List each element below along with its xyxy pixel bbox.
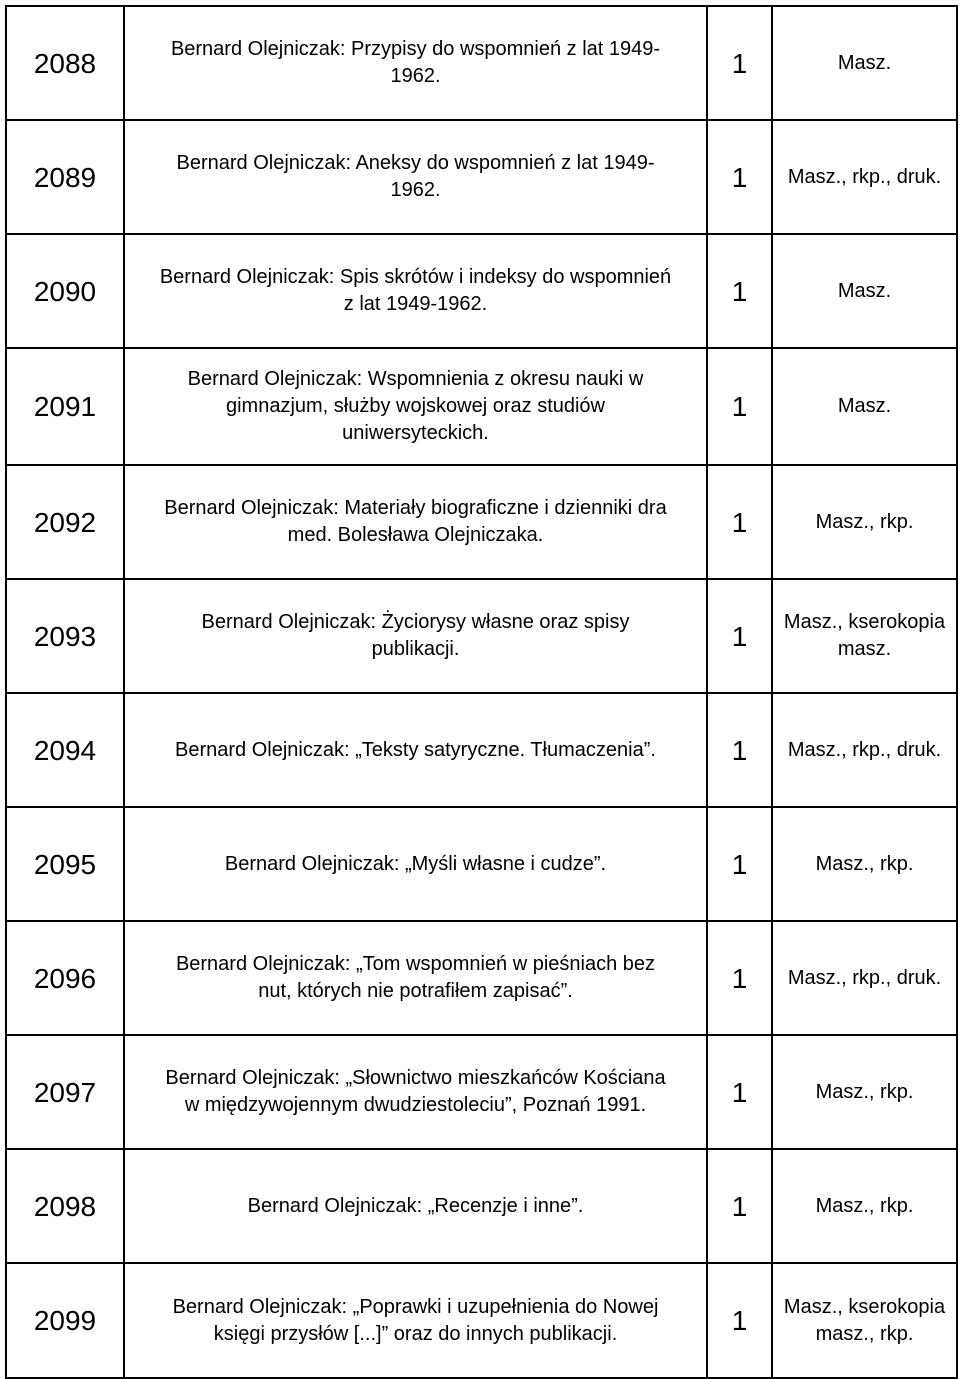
record-title-line: z lat 1949-1962.	[343, 293, 488, 315]
record-quantity: 1	[707, 234, 772, 348]
record-title	[124, 120, 707, 234]
record-material-type	[772, 807, 957, 921]
table-row	[6, 921, 957, 1035]
record-material-type	[772, 465, 957, 579]
record-material-type	[772, 693, 957, 807]
record-quantity: 1	[707, 693, 772, 807]
record-number: 2089	[6, 120, 124, 234]
record-material-type-line: Masz., rkp.	[815, 510, 914, 533]
record-number: 2095	[6, 807, 124, 921]
record-title	[124, 1263, 707, 1378]
record-material-type	[772, 6, 957, 120]
record-title-line: księgi przysłów [...]” oraz do innych publikacji.	[213, 1322, 618, 1345]
record-material-type	[772, 234, 957, 348]
record-material-type-line: Masz., kserokopia	[783, 611, 946, 633]
table-row	[6, 234, 957, 348]
record-number: 2093	[6, 579, 124, 693]
record-title	[124, 6, 707, 120]
record-number: 2098	[6, 1149, 124, 1263]
record-material-type-line: Masz.	[837, 395, 892, 417]
record-title	[124, 807, 707, 921]
record-quantity: 1	[707, 1149, 772, 1263]
table-row	[6, 693, 957, 807]
record-number: 2096	[6, 921, 124, 1035]
record-material-type-line: masz.	[837, 638, 892, 660]
record-title-line: Bernard Olejniczak: „Poprawki i uzupełnienia do Nowej	[172, 1295, 659, 1318]
record-material-type-line: masz., rkp.	[815, 1322, 914, 1345]
record-quantity: 1	[707, 1263, 772, 1378]
record-title	[124, 1035, 707, 1149]
record-material-type-line: Masz., rkp.	[815, 1080, 914, 1103]
record-quantity: 1	[707, 6, 772, 120]
record-title-line: nut, których nie potrafiłem zapisać”.	[258, 980, 573, 1002]
table-row	[6, 1035, 957, 1149]
record-material-type	[772, 348, 957, 465]
table-row	[6, 1149, 957, 1263]
record-number: 2090	[6, 234, 124, 348]
table-row	[6, 1263, 957, 1378]
record-title-line: Bernard Olejniczak: Życiorysy własne oraz spisy	[201, 611, 630, 633]
record-quantity: 1	[707, 921, 772, 1035]
record-material-type-line: Masz., rkp., druk.	[787, 165, 942, 188]
record-material-type	[772, 120, 957, 234]
record-title	[124, 921, 707, 1035]
table-row	[6, 120, 957, 234]
record-material-type-line: Masz., rkp., druk.	[787, 738, 942, 761]
record-title-line: Bernard Olejniczak: „Myśli własne i cudze”.	[224, 852, 607, 875]
record-title-line: w międzywojennym dwudziestoleciu”, Poznań 1991.	[184, 1094, 647, 1116]
record-number: 2094	[6, 693, 124, 807]
record-title-line: publikacji.	[371, 638, 460, 660]
record-title-line: Bernard Olejniczak: „Tom wspomnień w pieśniach bez	[175, 953, 656, 975]
record-material-type-line: Masz., rkp., druk.	[787, 966, 942, 989]
catalog-body	[6, 6, 957, 1378]
record-title	[124, 1149, 707, 1263]
table-row	[6, 465, 957, 579]
record-title-line: 1962.	[390, 179, 441, 201]
record-quantity: 1	[707, 348, 772, 465]
record-title-line: Bernard Olejniczak: Materiały biograficzne i dzienniki dra	[164, 497, 667, 519]
record-title-line: uniwersyteckich.	[342, 422, 489, 444]
record-material-type	[772, 579, 957, 693]
record-title	[124, 579, 707, 693]
table-row	[6, 807, 957, 921]
record-title-line: Bernard Olejniczak: Spis skrótów i indeksy do wspomnień	[159, 266, 672, 288]
record-quantity: 1	[707, 465, 772, 579]
record-number: 2091	[6, 348, 124, 465]
record-title-line: Bernard Olejniczak: „Słownictwo mieszkańców Kościana	[165, 1067, 666, 1089]
record-number: 2097	[6, 1035, 124, 1149]
record-quantity: 1	[707, 807, 772, 921]
record-title-line: Bernard Olejniczak: „Recenzje i inne”.	[247, 1194, 584, 1217]
record-title-line: Bernard Olejniczak: „Teksty satyryczne. Tłumaczenia”.	[175, 738, 656, 761]
catalog-table	[5, 5, 958, 1379]
record-title-line: 1962.	[390, 65, 441, 87]
record-title	[124, 465, 707, 579]
record-number: 2088	[6, 6, 124, 120]
table-row	[6, 348, 957, 465]
record-quantity: 1	[707, 1035, 772, 1149]
record-material-type	[772, 1035, 957, 1149]
record-material-type-line: Masz., kserokopia	[783, 1295, 946, 1318]
record-material-type-line: Masz.	[837, 279, 892, 302]
record-material-type-line: Masz., rkp.	[815, 1194, 914, 1217]
record-material-type-line: Masz., rkp.	[815, 852, 914, 875]
record-quantity: 1	[707, 579, 772, 693]
record-material-type	[772, 921, 957, 1035]
record-title-line: Bernard Olejniczak: Wspomnienia z okresu nauki w	[187, 368, 644, 390]
record-material-type	[772, 1263, 957, 1378]
record-title-line: Bernard Olejniczak: Przypisy do wspomnień z lat 1949-	[170, 38, 661, 60]
record-material-type	[772, 1149, 957, 1263]
record-number: 2099	[6, 1263, 124, 1378]
record-title	[124, 234, 707, 348]
record-quantity: 1	[707, 120, 772, 234]
record-title	[124, 693, 707, 807]
record-title-line: gimnazjum, służby wojskowej oraz studiów	[225, 395, 606, 417]
record-number: 2092	[6, 465, 124, 579]
record-title	[124, 348, 707, 465]
record-title-line: med. Bolesława Olejniczaka.	[287, 524, 544, 546]
record-material-type-line: Masz.	[837, 51, 892, 74]
table-row	[6, 579, 957, 693]
record-title-line: Bernard Olejniczak: Aneksy do wspomnień z lat 1949-	[176, 152, 655, 174]
table-row	[6, 6, 957, 120]
